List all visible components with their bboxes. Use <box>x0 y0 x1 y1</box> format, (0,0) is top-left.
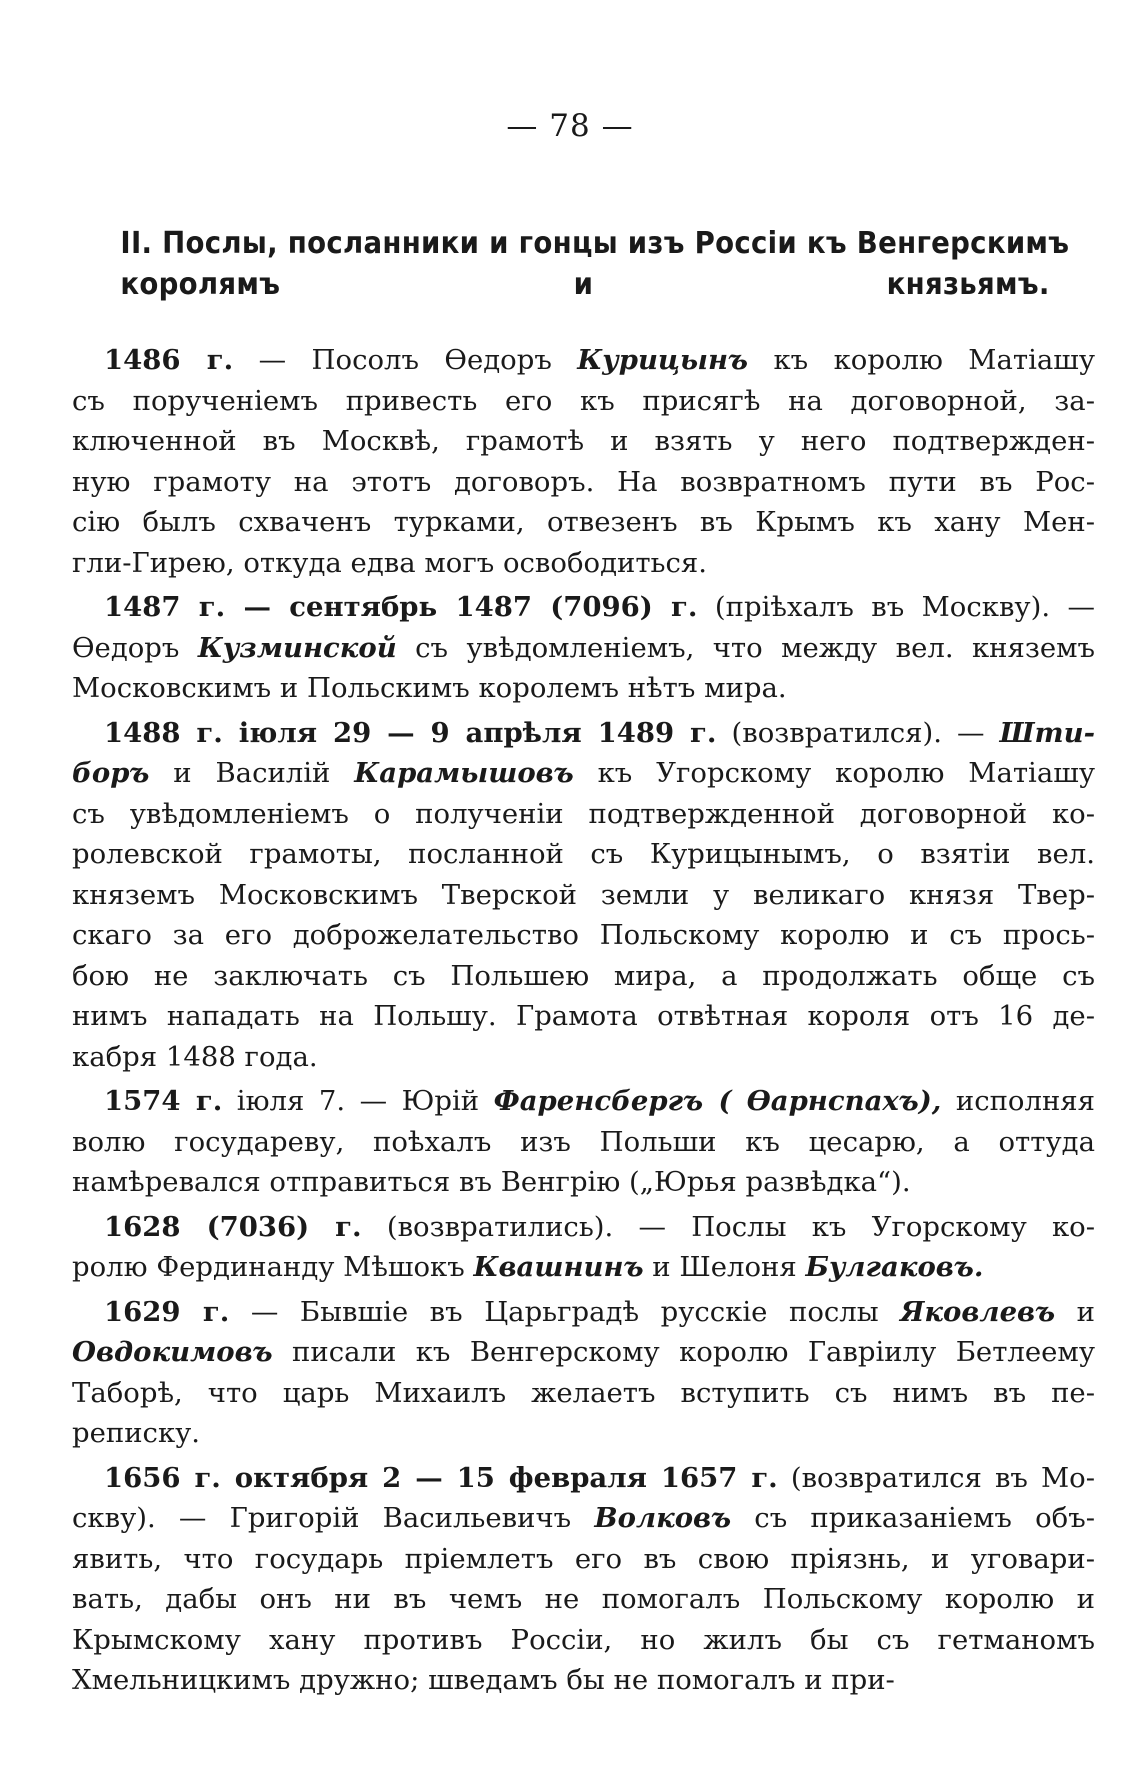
text-run: съ порученіемъ привесть его къ присягѣ на договорной, за- <box>72 384 1095 417</box>
person-surname: Квашнинъ <box>473 1251 644 1283</box>
text-run: исполняя <box>941 1085 1095 1117</box>
text-line <box>72 668 1095 709</box>
entry-date: 1656 г. октября 2 — 15 февраля 1657 г. <box>104 1461 778 1494</box>
entry-7 <box>72 1458 1095 1701</box>
text-line <box>72 1539 1095 1580</box>
text-run: іюля 7. — Юрій <box>222 1085 494 1117</box>
text-run: (возвратился въ Мо- <box>777 1461 1096 1494</box>
person-surname: Карамышовъ <box>354 757 574 789</box>
text-run: явить, что государь пріемлетъ его въ свою пріязнь, и уговари- <box>72 1542 1095 1575</box>
person-surname: боръ <box>72 757 150 789</box>
text-run: вать, дабы онъ ни въ чемъ не помогалъ Польскому королю и <box>72 1583 1095 1615</box>
text-line <box>72 1332 1095 1373</box>
text-run: ролевской грамоты, посланной съ Курицынымъ, о взятіи вел. <box>72 838 1095 870</box>
entry-4 <box>72 1081 1095 1203</box>
text-run: писали къ Венгерскому королю Гавріилу Бетлеему <box>272 1336 1095 1368</box>
text-run: княземъ Московскимъ Тверской земли у великаго князя Твер- <box>72 878 1095 911</box>
text-line <box>72 1122 1095 1163</box>
page-number: — 78 — <box>506 108 634 144</box>
text-run: кабря 1488 года. <box>72 1040 318 1073</box>
text-run: и Василій <box>149 757 355 789</box>
person-surname: Волковъ <box>594 1502 732 1534</box>
text-run: къ королю Матіашу <box>748 344 1095 376</box>
text-line <box>72 1247 1095 1288</box>
entry-date: 1628 (7036) г. <box>104 1210 362 1243</box>
text-line <box>72 1037 1095 1078</box>
body-text <box>72 340 1095 1705</box>
text-line <box>72 462 1095 503</box>
text-run: съ увѣдомленіемъ о полученіи подтвержденной договорной ко- <box>72 797 1095 830</box>
text-line <box>72 381 1095 422</box>
text-run: сію былъ схваченъ турками, отвезенъ въ Крымъ къ хану Мен- <box>72 506 1095 538</box>
text-line <box>72 1373 1095 1414</box>
text-run: реписку. <box>72 1417 201 1449</box>
text-line <box>72 1498 1095 1539</box>
text-line <box>72 1579 1095 1620</box>
entry-1 <box>72 340 1095 583</box>
text-line <box>72 421 1095 462</box>
text-line <box>72 1207 1095 1248</box>
entry-date: 1629 г. <box>104 1295 230 1328</box>
person-surname: Яковлевъ <box>900 1295 1056 1328</box>
entry-2 <box>72 587 1095 709</box>
text-run: — Посолъ Ѳедоръ <box>233 344 578 376</box>
text-run: Крымскому хану противъ Россіи, но жилъ бы съ гетманомъ <box>72 1623 1095 1656</box>
text-run: — Бывшіе въ Царьградѣ русскіе послы <box>229 1295 901 1328</box>
text-run: ключенной въ Москвѣ, грамотѣ и взять у него подтвержден- <box>72 425 1095 457</box>
text-line <box>72 502 1095 543</box>
text-run: съ увѣдомленіемъ, что между вел. княземъ <box>396 631 1096 664</box>
person-surname: Курицынъ <box>577 344 749 376</box>
text-run: и <box>1055 1295 1095 1328</box>
text-run: волю государеву, поѣхалъ изъ Польши къ цесарю, а оттуда <box>72 1125 1095 1158</box>
entry-3 <box>72 713 1095 1078</box>
section-heading <box>120 222 1070 303</box>
text-line <box>72 794 1095 835</box>
text-line <box>72 1413 1095 1454</box>
entry-date: 1574 г. <box>104 1085 223 1117</box>
text-line <box>72 1292 1095 1333</box>
text-run: съ приказаніемъ объ- <box>731 1502 1096 1534</box>
text-run: и Шелоня <box>643 1251 806 1283</box>
text-run: Таборѣ, что царь Михаилъ желаетъ вступить съ нимъ въ пе- <box>72 1376 1095 1409</box>
text-run: ролю Фердинанду Мѣшокъ <box>72 1251 474 1283</box>
entry-5 <box>72 1207 1095 1288</box>
text-line <box>72 1458 1095 1499</box>
entry-6 <box>72 1292 1095 1454</box>
text-run: Ѳедоръ <box>72 631 198 664</box>
section-heading-line-1: II. Послы, посланники и гонцы изъ Россіи къ Венгерскимъ <box>120 226 1070 261</box>
text-line <box>72 1081 1095 1122</box>
text-run: Московскимъ и Польскимъ королемъ нѣтъ мира. <box>72 672 787 704</box>
section-heading-line-2: королямъ и князьямъ. <box>120 266 1050 302</box>
text-line <box>72 1660 1095 1701</box>
text-run: (возвратились). — Послы къ Угорскому ко- <box>361 1210 1095 1243</box>
text-line <box>72 1162 1095 1203</box>
text-line <box>72 1620 1095 1661</box>
text-run: къ Угорскому королю Матіашу <box>573 757 1095 789</box>
text-line <box>72 543 1095 584</box>
text-line <box>72 915 1095 956</box>
text-line <box>72 713 1095 754</box>
text-run: (возвратился). — <box>716 716 1000 749</box>
person-surname: Овдокимовъ <box>72 1336 273 1368</box>
text-line <box>72 996 1095 1037</box>
text-run: скаго за его доброжелательство Польскому королю и съ прось- <box>72 919 1095 951</box>
text-run: гли-Гирею, откуда едва могъ освободиться. <box>72 546 708 579</box>
text-line <box>72 587 1095 628</box>
entry-date: 1487 г. — сентябрь 1487 (7096) г. <box>104 591 698 623</box>
text-run: ную грамоту на этотъ договоръ. На возвратномъ пути въ Рос- <box>72 465 1095 498</box>
entry-date: 1488 г. іюля 29 — 9 апрѣля 1489 г. <box>104 716 717 749</box>
text-line <box>72 956 1095 997</box>
text-line <box>72 875 1095 916</box>
text-line <box>72 834 1095 875</box>
person-surname: Фаренсбергъ ( Ѳарнспахъ), <box>493 1085 942 1117</box>
entry-date: 1486 г. <box>104 344 234 376</box>
person-surname: Булгаковъ. <box>805 1251 984 1283</box>
text-run: Хмельницкимъ дружно; шведамъ бы не помогалъ и при- <box>72 1664 895 1696</box>
text-run: намѣревался отправиться въ Венгрію („Юрья развѣдка“). <box>72 1166 911 1198</box>
text-line <box>72 753 1095 794</box>
text-line <box>72 628 1095 669</box>
text-run: бою не заключать съ Польшею мира, а продолжать обще съ <box>72 959 1095 992</box>
text-run: нимъ нападать на Польшу. Грамота отвѣтная короля отъ 16 де- <box>72 1000 1095 1032</box>
text-run: (пріѣхалъ въ Москву). — <box>697 591 1095 623</box>
person-surname: Кузминской <box>197 631 397 664</box>
text-line <box>72 340 1095 381</box>
person-surname: Шти- <box>999 716 1095 749</box>
text-run: скву). — Григорій Васильевичъ <box>72 1502 595 1534</box>
